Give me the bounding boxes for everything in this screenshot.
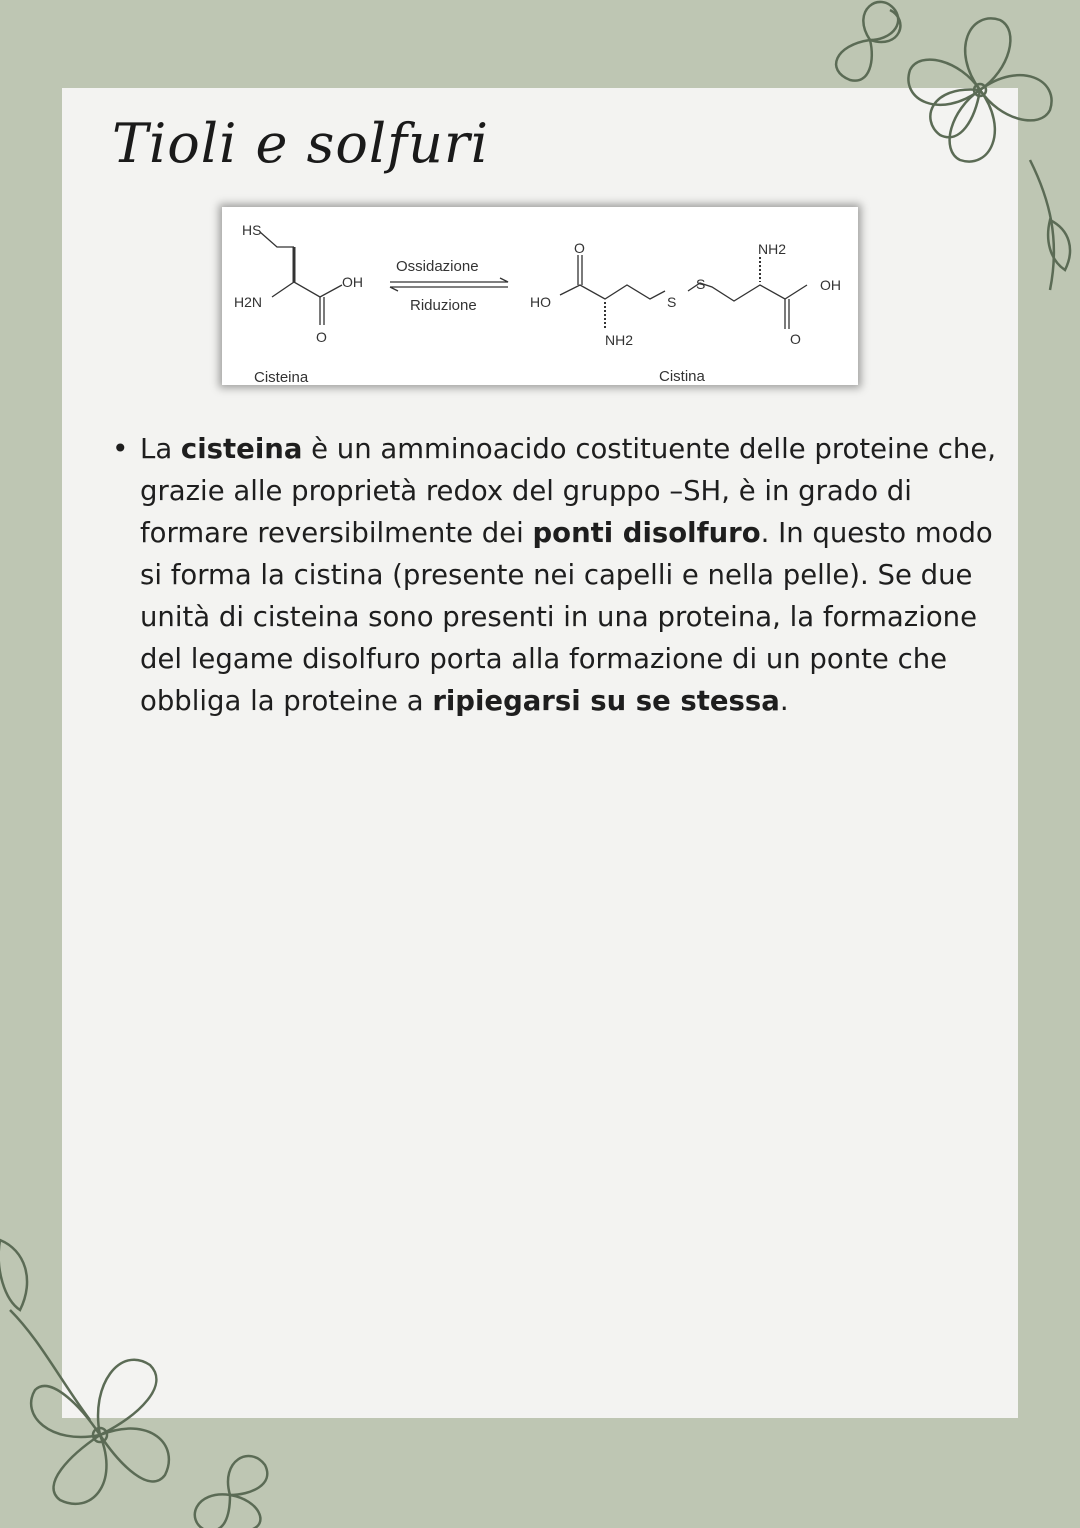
label-ho: HO [530, 294, 551, 310]
bullet-icon: • [112, 432, 129, 465]
label-o1: O [574, 240, 585, 256]
label-nh2-bottom: NH2 [605, 332, 634, 348]
label-o2: O [790, 331, 801, 347]
bold-term-cisteina: cisteina [180, 433, 303, 465]
label-nh2-top: NH2 [758, 241, 787, 257]
bold-term-ripiegarsi: ripiegarsi su se stessa [432, 685, 780, 717]
arrow-label-riduzione: Riduzione [410, 297, 477, 314]
text-segment: . [779, 685, 789, 717]
text-segment: La [140, 433, 181, 465]
label-o: O [316, 329, 327, 345]
bold-term-ponti-disolfuro: ponti disolfuro [532, 517, 761, 549]
label-hs: HS [242, 222, 262, 238]
label-oh-right: OH [820, 277, 841, 293]
cysteine-cystine-reaction-diagram [222, 207, 858, 385]
arrow-label-ossidazione: Ossidazione [396, 258, 479, 275]
cistina-label: Cistina [659, 368, 705, 385]
cisteina-label: Cisteina [254, 369, 309, 385]
label-oh: OH [342, 274, 363, 290]
page-title: Tioli e solfuri [112, 112, 489, 175]
flower-decoration-bottom-left [0, 1220, 290, 1528]
label-h2n: H2N [234, 294, 263, 310]
label-s1: S [667, 294, 677, 310]
text-segment: è un amminoacido costituente delle proteine che, grazie alle proprietà redox del gruppo –SH, è in grado di formare reversibilmente dei [140, 433, 996, 549]
label-s2: S [696, 276, 706, 292]
text-segment: . In questo modo si forma la cistina (presente nei capelli e nella pelle). Se due unità di cisteina sono presenti in una proteina, la formazione del legame disolfuro porta alla formazione di un ponte che obbliga la proteine a [140, 517, 993, 717]
body-paragraph [140, 428, 1000, 722]
